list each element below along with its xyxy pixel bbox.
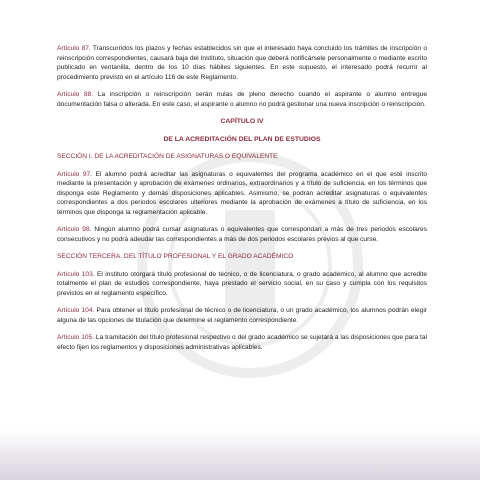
article-104: [57, 306, 427, 325]
article-text: El alumno podrá acreditar las asignaturas o equivalentes del programa académico en el que esté inscrito mediante la presentación y aprobación de exámenes ordinarios, extraordinarios y a título de suficiencia, en los términos que disponga este Reglamento y demás disposiciones aplicables. Asimismo, se podrán acreditar asignaturas o equivalentes correspondientes a dos periodos escolares ulteriores mediante la aprobación de exámenes a título de suficiencia, en los términos que disponga la reglamentación aplicable.: [57, 170, 427, 216]
article-97: [57, 170, 427, 218]
article-103: [57, 270, 427, 299]
article-text: El instituto otorgará título profesional de técnico, o de licenciatura, o grado académico, al alumno que acredite totalmente el plan de estudios correspondiente, haya prestado el servicio social, en su caso y cumpla con los requisitos previstos en el reglamento específico.: [57, 270, 427, 297]
article-text: La inscripción o reinscripción serán nulas de pleno derecho cuando el aspirante o alumno entregue documentación falsa o alterada. En este caso, el aspirante o alumno no podrá gestionar una nueva inscripción o reinscripción.: [57, 91, 427, 108]
article-105: [57, 333, 427, 352]
article-label: Artículo 87.: [57, 45, 91, 52]
article-label: Artículo 103.: [57, 270, 95, 278]
article-label: Artículo 88.: [57, 91, 94, 98]
article-text: Para obtener el título profesional de técnico o de licenciatura, o un grado académico, los alumnos podrán elegir alguna de las opciones de titulación que determine el reglamento correspondiente.: [57, 307, 427, 324]
section-heading-one: SECCIÓN I. DE LA ACREDITACIÓN DE ASIGNATURAS O EQUIVALENTE: [57, 153, 278, 160]
article-text: La tramitación del título profesional respectivo o del grado académico se sujetará a las disposiciones que para tal efecto fijen los reglamentos y disposiciones administrativas aplicables.: [57, 334, 427, 351]
article-98: [57, 225, 427, 244]
page-footer-band: [0, 430, 480, 480]
chapter-number: CAPÍTULO IV: [220, 118, 264, 125]
article-88: [57, 90, 427, 109]
article-label: Artículo 97.: [57, 170, 93, 178]
section-heading-three: SECCIÓN TERCERA. DEL TÍTULO PROFESIONAL Y EL GRADO ACADÉMICO: [57, 253, 294, 260]
article-text: Ningún alumno podrá cursar asignaturas o equivalentes que correspondan a más de tres periodos escolares consecutivos y no podrá adeudar las correspondientes a más de dos periodos escolares previos al que curse.: [57, 226, 427, 243]
document-body: [57, 44, 427, 360]
article-text: Transcurridos los plazos y fechas establecidos sin que el interesado haya concluido los trámites de inscripción o reinscripción correspondientes, causará baja del Instituto, situación que deberá notificársele personalmente o mediante escrito publicado en ventanilla, dentro de los 10 días hábiles siguientes. En este supuesto, el interesado podrá recurrir al procedimiento previsto en el artículo 116 de este Reglamento.: [57, 45, 427, 81]
article-label: Artículo 104.: [57, 307, 95, 314]
article-87: [57, 44, 427, 82]
chapter-title: DE LA ACREDITACIÓN DEL PLAN DE ESTUDIOS: [163, 135, 321, 143]
article-label: Artículo 105.: [57, 334, 95, 341]
article-label: Artículo 98.: [57, 226, 92, 233]
